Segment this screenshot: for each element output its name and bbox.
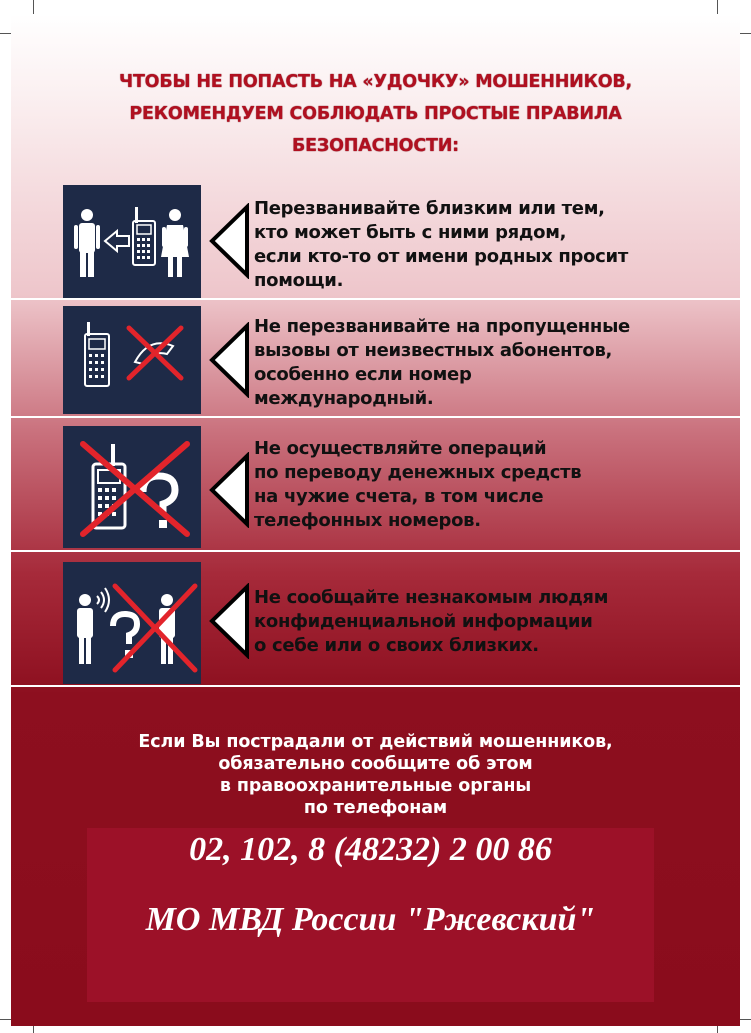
heading-line: ЧТОБЫ НЕ ПОПАСТЬ НА «УДОЧКУ» МОШЕННИКОВ, bbox=[119, 72, 632, 92]
report-line: по телефонам bbox=[303, 798, 448, 818]
rule-line: конфиденциальной информации bbox=[254, 611, 593, 632]
rule-line: Не сообщайте незнакомым людям bbox=[254, 587, 609, 608]
band-divider bbox=[11, 550, 740, 552]
rule-text bbox=[254, 437, 724, 533]
report-notice bbox=[0, 731, 751, 819]
contact-box bbox=[87, 828, 654, 1002]
call-relatives-icon bbox=[63, 185, 201, 298]
pointer-arrow-icon bbox=[207, 452, 251, 528]
rule-line: вызовы от неизвестных абонентов, bbox=[254, 340, 613, 361]
heading-line: РЕКОМЕНДУЕМ СОБЛЮДАТЬ ПРОСТЫЕ ПРАВИЛА bbox=[129, 104, 622, 124]
pointer-arrow-icon bbox=[207, 583, 251, 659]
no-money-transfer-icon bbox=[63, 426, 201, 548]
rule-line: международный. bbox=[254, 388, 434, 409]
leaflet-heading bbox=[0, 66, 751, 162]
no-callback-icon bbox=[63, 306, 201, 414]
rule-text bbox=[254, 586, 724, 658]
heading-line: БЕЗОПАСНОСТИ: bbox=[292, 136, 459, 156]
rule-text bbox=[254, 315, 724, 411]
rule-line: Не перезванивайте на пропущенные bbox=[254, 316, 630, 337]
police-department: МО МВД России "Ржевский" bbox=[145, 901, 596, 938]
pointer-arrow-icon bbox=[207, 203, 251, 279]
band-divider bbox=[11, 298, 740, 300]
phone-numbers: 02, 102, 8 (48232) 2 00 86 bbox=[189, 831, 552, 868]
band-divider bbox=[11, 416, 740, 418]
pointer-arrow-icon bbox=[207, 322, 251, 398]
rule-line: особенно если номер bbox=[254, 364, 472, 385]
report-line: в правоохранительные органы bbox=[219, 776, 532, 796]
report-line: обязательно сообщите об этом bbox=[218, 754, 533, 774]
rule-line: Не осуществляйте операций bbox=[254, 438, 547, 459]
rule-line: Перезванивайте близким или тем, bbox=[254, 198, 605, 219]
rule-line: если кто-то от имени родных просит bbox=[254, 246, 628, 267]
rule-line: помощи. bbox=[254, 270, 344, 291]
rule-line: о себе или о своих близких. bbox=[254, 635, 539, 656]
rule-line: кто может быть с ними рядом, bbox=[254, 222, 567, 243]
rule-line: на чужие счета, в том числе bbox=[254, 486, 544, 507]
rule-line: телефонных номеров. bbox=[254, 510, 481, 531]
rule-line: по переводу денежных средств bbox=[254, 462, 582, 483]
rule-text bbox=[254, 197, 724, 293]
no-info-sharing-icon bbox=[63, 562, 201, 684]
report-line: Если Вы пострадали от действий мошенников, bbox=[138, 732, 613, 752]
band-divider bbox=[11, 685, 740, 687]
